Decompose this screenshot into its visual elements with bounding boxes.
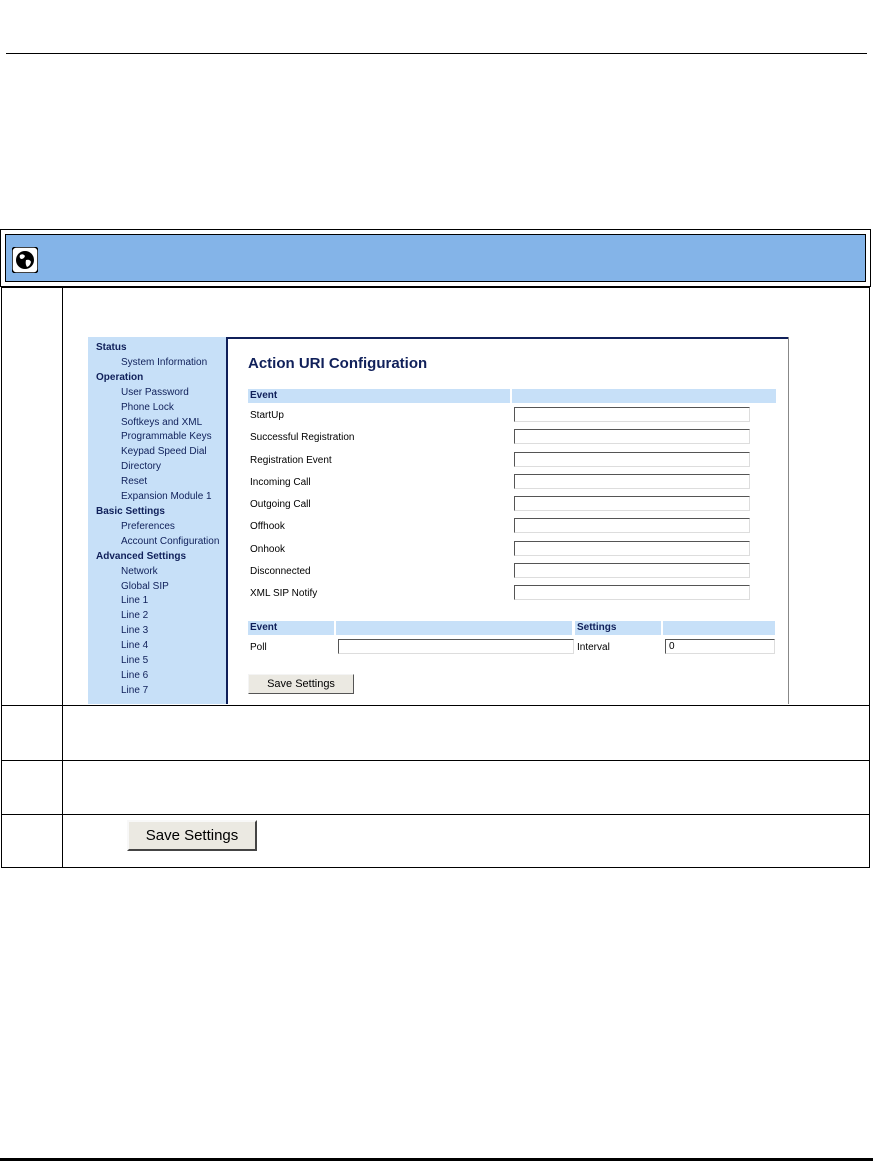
incoming-call-uri-input[interactable]	[514, 474, 750, 489]
step-number-column-divider	[62, 288, 63, 867]
poll-uri-input[interactable]	[338, 639, 574, 654]
poll-event-column-header: Event	[248, 621, 334, 635]
sidebar-item-expansion-module-1[interactable]: Expansion Module 1	[121, 491, 212, 503]
event-label-incoming-call: Incoming Call	[250, 477, 311, 488]
sidebar-item-programmable-keys[interactable]: Programmable Keys	[121, 431, 212, 443]
header-rule	[6, 53, 867, 54]
offhook-uri-input[interactable]	[514, 518, 750, 533]
row-divider	[2, 760, 869, 761]
registration-event-uri-input[interactable]	[514, 452, 750, 467]
save-settings-button[interactable]: Save Settings	[248, 674, 354, 694]
poll-header-row	[248, 621, 776, 635]
sidebar-section-basic-settings: Basic Settings	[96, 505, 165, 517]
sidebar-nav	[88, 337, 228, 704]
screenshot-top-border	[228, 337, 789, 339]
startup-uri-input[interactable]	[514, 407, 750, 422]
outgoing-call-uri-input[interactable]	[514, 496, 750, 511]
screenshot-right-border	[788, 337, 789, 704]
procedure-banner	[0, 229, 871, 287]
sidebar-item-preferences[interactable]: Preferences	[121, 520, 175, 532]
event-label-xml-sip-notify: XML SIP Notify	[250, 588, 318, 599]
uri-column-header	[512, 389, 776, 403]
sidebar-item-line-6[interactable]: Line 6	[121, 669, 149, 681]
sidebar-item-softkeys-and-xml[interactable]: Softkeys and XML	[121, 416, 203, 428]
sidebar-item-line-2[interactable]: Line 2	[121, 610, 149, 622]
event-label-onhook: Onhook	[250, 544, 286, 555]
xml-sip-notify-uri-input[interactable]	[514, 585, 750, 600]
save-settings-button-large[interactable]: Save Settings	[127, 820, 257, 851]
event-label-disconnected: Disconnected	[250, 566, 311, 577]
sidebar-item-reset[interactable]: Reset	[121, 476, 148, 488]
successful-registration-uri-input[interactable]	[514, 429, 750, 444]
sidebar-item-network[interactable]: Network	[121, 565, 158, 577]
sidebar-section-advanced-settings: Advanced Settings	[96, 550, 187, 562]
sidebar-item-phone-lock[interactable]: Phone Lock	[121, 401, 174, 413]
event-label-registration-event: Registration Event	[250, 455, 332, 466]
poll-label: Poll	[250, 642, 267, 653]
settings-value-column-header	[663, 621, 775, 635]
globe-icon	[12, 247, 38, 273]
event-label-offhook: Offhook	[250, 521, 285, 532]
sidebar-item-directory[interactable]: Directory	[121, 461, 162, 473]
sidebar-item-line-5[interactable]: Line 5	[121, 655, 149, 667]
onhook-uri-input[interactable]	[514, 541, 750, 556]
row-divider	[2, 814, 869, 815]
sidebar-item-line-7[interactable]: Line 7	[121, 684, 149, 696]
settings-column-header: Settings	[575, 621, 661, 635]
sidebar-item-line-1[interactable]: Line 1	[121, 595, 149, 607]
sidebar-item-line-3[interactable]: Line 3	[121, 625, 149, 637]
footer-rule	[0, 1158, 873, 1161]
event-label-successful-registration: Successful Registration	[250, 432, 355, 443]
interval-input[interactable]: 0	[665, 639, 775, 654]
sidebar-item-global-sip[interactable]: Global SIP	[121, 580, 169, 592]
sidebar-item-line-4[interactable]: Line 4	[121, 640, 149, 652]
sidebar-section-status: Status	[96, 342, 127, 353]
sidebar-item-user-password[interactable]: User Password	[121, 386, 189, 398]
event-header-row	[248, 389, 776, 403]
sidebar-item-system-information[interactable]: System Information	[121, 356, 208, 368]
sidebar-item-keypad-speed-dial[interactable]: Keypad Speed Dial	[121, 446, 207, 458]
interval-label: Interval	[577, 642, 610, 653]
disconnected-uri-input[interactable]	[514, 563, 750, 578]
poll-uri-column-header	[336, 621, 572, 635]
page-title: Action URI Configuration	[248, 355, 428, 372]
sidebar-item-account-configuration[interactable]: Account Configuration	[121, 535, 220, 547]
event-label-outgoing-call: Outgoing Call	[250, 499, 311, 510]
action-uri-screenshot	[88, 337, 789, 704]
row-divider	[2, 705, 869, 706]
event-column-header: Event	[248, 389, 510, 403]
event-label-startup: StartUp	[250, 410, 284, 421]
banner-bar	[5, 234, 866, 282]
sidebar-section-operation: Operation	[96, 371, 144, 383]
